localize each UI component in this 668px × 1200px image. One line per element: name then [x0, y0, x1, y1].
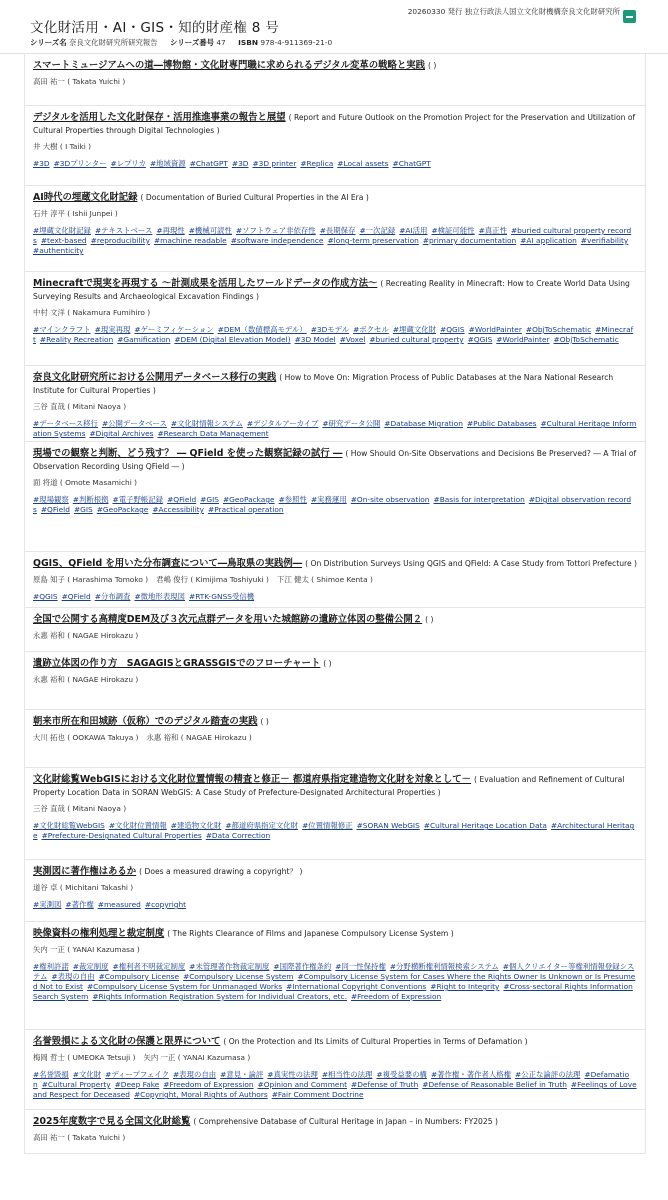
tag-link[interactable]: #QGIS	[440, 325, 465, 334]
tag-link[interactable]: #buried cultural property	[369, 335, 464, 344]
tag-link[interactable]: #ゲーミフィケーション	[134, 325, 214, 334]
tag-link[interactable]: #表現の自由	[172, 1070, 217, 1079]
article-title-row	[33, 447, 637, 473]
article-tags	[33, 900, 637, 910]
article-tags	[33, 419, 637, 439]
tag-link[interactable]: #ChatGPT	[189, 159, 228, 168]
article-authors	[33, 733, 637, 743]
tag-link[interactable]: #Local assets	[337, 159, 389, 168]
tag-link[interactable]: #Right to Integrity	[430, 982, 500, 991]
author-name: 井 大樹 ( I Taiki )	[33, 142, 92, 151]
series-no: 47	[216, 38, 226, 47]
article-authors	[33, 575, 637, 585]
article-title-link[interactable]: 映像資料の権利処理と裁定制度	[33, 928, 165, 939]
article-authors	[33, 804, 637, 814]
article-tags	[33, 159, 637, 169]
article-english-title: ( )	[323, 659, 332, 668]
tag-link[interactable]: #裁定制度	[72, 962, 109, 971]
tag-link[interactable]: #Basis for interpretation	[433, 495, 525, 504]
article-title-link[interactable]: 名誉毀損による文化財の保護と限界について	[33, 1036, 221, 1047]
article-title-link[interactable]: 実測図に著作権はあるか	[33, 866, 137, 877]
article-tags	[33, 325, 637, 345]
author-name: 永惠 裕和 ( NAGAE Hirokazu )	[33, 675, 139, 684]
article-tags	[33, 1070, 637, 1100]
tag-link[interactable]: #Compulsory License System for Unmanaged Works	[86, 982, 283, 991]
tag-link[interactable]: #ボクセル	[353, 325, 389, 334]
tag-link[interactable]: #3D	[33, 159, 50, 168]
author-name: 永惠 裕和 ( NAGAE Hirokazu )	[33, 631, 139, 640]
tag-link[interactable]: #文化財位置情報	[108, 821, 167, 830]
tag-link[interactable]: #QField	[40, 505, 70, 514]
tag-link[interactable]: #データベース移行	[33, 419, 98, 428]
tag-link[interactable]: #権利許諾	[33, 962, 69, 971]
tag-link[interactable]: #検証可能性	[431, 226, 475, 235]
publisher-info: 20260330 発行 独立行政法人国立文化財機構奈良文化財研究所	[407, 7, 620, 16]
author-name: 梅岡 哲士 ( UMEOKA Tetsuji )	[33, 1053, 136, 1062]
article-tags	[33, 962, 637, 1002]
tag-link[interactable]: #マインクラフト	[33, 325, 91, 334]
author-name: 永惠 裕和 ( NAGAE Hirokazu )	[146, 733, 252, 742]
tag-link[interactable]: #Reality Recreation	[39, 335, 114, 344]
tag-link[interactable]: #3Dモデル	[310, 325, 350, 334]
tag-link[interactable]: #GeoPackage	[96, 505, 149, 514]
series-name: 奈良文化財研究所研究報告	[68, 38, 158, 47]
tag-link[interactable]: #著作権・著作者人格権	[430, 1070, 512, 1079]
tag-link[interactable]: #ObjToSchematic	[553, 335, 619, 344]
tag-link[interactable]: #ソフトウェア非依存性	[235, 226, 316, 235]
tag-link[interactable]: #Compulsory License System	[183, 972, 294, 981]
tag-link[interactable]: #3D Model	[294, 335, 336, 344]
tag-link[interactable]: #Minecraft	[33, 325, 634, 344]
article-title-row	[33, 927, 637, 940]
tag-link[interactable]: #電子野帳記録	[112, 495, 164, 504]
tag-link[interactable]: #ObjToSchematic	[525, 325, 592, 334]
article-item	[25, 552, 645, 608]
tag-link[interactable]: #SORAN WebGIS	[356, 821, 420, 830]
article-title-link[interactable]: 遺跡立体図の作り方 SAGAGISとGRASSGISでのフローチャート	[33, 658, 321, 669]
article-title-row	[33, 773, 637, 799]
tag-link[interactable]: #Deep Fake	[114, 1080, 160, 1089]
tag-link[interactable]: #位置情報修正	[302, 821, 353, 830]
tag-link[interactable]: #WorldPainter	[496, 335, 550, 344]
tag-link[interactable]: #DEM (Digital Elevation Model)	[174, 335, 291, 344]
article-authors	[33, 945, 637, 955]
tag-link[interactable]: #一次記録	[359, 226, 396, 235]
tag-link[interactable]: #Opinion and Comment	[257, 1080, 348, 1089]
article-item	[25, 652, 645, 710]
tag-link[interactable]: #表現の自由	[51, 972, 95, 981]
article-title-link[interactable]: 現場での観察と判断、どう残す？ ― QField を使った観察記録の試行 ―	[33, 448, 343, 459]
tag-link[interactable]: #分野横断権利情報検索システム	[389, 962, 499, 971]
article-title-link[interactable]: Minecraftで現実を再現する ～計測成果を活用したワールドデータの作成方法～	[33, 278, 378, 289]
tag-link[interactable]: #Defamation	[33, 1070, 630, 1089]
tag-link[interactable]: #地域資源	[149, 159, 186, 168]
tag-link[interactable]: #テキストベース	[94, 226, 153, 235]
article-title-link[interactable]: 朝来市所在和田城跡（仮称）でのデジタル踏査の実践	[33, 716, 258, 727]
tag-link[interactable]: #3D printer	[252, 159, 297, 168]
article-authors	[33, 631, 637, 641]
article-title-link[interactable]: AI時代の埋蔵文化財記録	[33, 192, 138, 203]
article-english-title: ( On Distribution Surveys Using QGIS and QField: A Case Study from Tottori Prefecture )	[305, 559, 638, 568]
tag-link[interactable]: #公正な論評の法理	[515, 1070, 581, 1079]
tag-link[interactable]: #AI活用	[399, 226, 428, 235]
series-no-label: シリーズ番号	[170, 38, 214, 47]
tag-link[interactable]: #著作権	[65, 900, 94, 909]
tag-link[interactable]: #WorldPainter	[468, 325, 522, 334]
tag-link[interactable]: #authenticity	[33, 246, 84, 255]
tag-link[interactable]: #AI application	[520, 236, 577, 245]
tag-link[interactable]: #国際著作権条約	[273, 962, 332, 971]
tag-link[interactable]: #判断根拠	[72, 495, 109, 504]
author-name: 君嶋 俊行 ( Kimijima Toshiyuki )	[156, 575, 269, 584]
tag-link[interactable]: #Voxel	[339, 335, 366, 344]
minus-square-icon[interactable]	[623, 10, 636, 23]
tag-link[interactable]: #Cross-sectoral Rights Information Search System	[33, 982, 633, 1001]
article-authors	[33, 478, 637, 488]
tag-link[interactable]: #Cultural Property	[41, 1080, 111, 1089]
author-name: 矢内 一正 ( YANAI Kazumasa )	[33, 945, 140, 954]
article-title-link[interactable]: 奈良文化財研究所における公開用データベース移行の実践	[33, 372, 277, 383]
article-title-row	[33, 1035, 637, 1048]
article-tags	[33, 495, 637, 515]
author-name: 原島 知子 ( Harashima Tomoko )	[33, 575, 149, 584]
volume-meta	[30, 37, 342, 48]
tag-link[interactable]: #Rights Information Registration System for Individual Creators, etc.	[92, 992, 347, 1001]
author-name: 大川 拓也 ( OOKAWA Takuya )	[33, 733, 139, 742]
article-authors	[33, 209, 637, 219]
tag-link[interactable]: #3D	[231, 159, 249, 168]
article-item	[25, 186, 645, 272]
tag-link[interactable]: #埋蔵文化財記録	[33, 226, 91, 235]
tag-link[interactable]: #Freedom of Expression	[163, 1080, 254, 1089]
tag-link[interactable]: #再現性	[156, 226, 185, 235]
tag-link[interactable]: #実測図	[33, 900, 62, 909]
tag-link[interactable]: #複受益要の構	[376, 1070, 427, 1079]
tag-link[interactable]: #long-term preservation	[327, 236, 419, 245]
article-title-link[interactable]: スマートミュージアムへの道―博物館・文化財専門職に求められるデジタル変革の戦略と実践	[33, 60, 425, 71]
tag-link[interactable]: #埋蔵文化財	[392, 325, 437, 334]
tag-link[interactable]: #Cultural Heritage Information Systems	[33, 419, 637, 438]
article-tags	[33, 592, 637, 602]
article-english-title: ( )	[425, 615, 434, 624]
volume-title: 文化財活用・AI・GIS・知的財産権 8 号	[30, 20, 279, 36]
tag-link[interactable]: #Defense of Truth	[351, 1080, 419, 1089]
tag-link[interactable]: #GIS	[73, 505, 93, 514]
article-english-title: ( )	[427, 61, 437, 70]
tag-link[interactable]: #文化財	[72, 1070, 102, 1079]
article-item	[25, 710, 645, 768]
tag-link[interactable]: #Public Databases	[466, 419, 537, 428]
tag-link[interactable]: #Gamification	[117, 335, 171, 344]
tag-link[interactable]: #Feelings of Love and Respect for Deceased	[33, 1080, 637, 1099]
tag-link[interactable]: #デジタルアーカイブ	[246, 419, 319, 428]
tag-link[interactable]: #DEM（数値標高モデル）	[217, 325, 307, 334]
isbn-label: ISBN	[238, 38, 259, 47]
tag-link[interactable]: #名誉毀損	[33, 1070, 69, 1079]
article-authors	[33, 77, 637, 87]
article-item	[25, 768, 645, 860]
article-title-row	[33, 613, 637, 626]
tag-link[interactable]: #Architectural Heritage	[33, 821, 635, 840]
tag-link[interactable]: #reproducibility	[90, 236, 150, 245]
series-label: シリーズ名	[30, 38, 67, 47]
tag-link[interactable]: #QField	[167, 495, 197, 504]
article-english-title: ( The Rights Clearance of Films and Japanese Compulsory License System )	[167, 929, 454, 938]
author-name: 下江 健太 ( Shimoe Kenta )	[276, 575, 373, 584]
tag-link[interactable]: #text-based	[40, 236, 87, 245]
tag-link[interactable]: #Database Migration	[384, 419, 463, 428]
article-title-row	[33, 111, 637, 137]
tag-link[interactable]: #参照性	[278, 495, 307, 504]
tag-link[interactable]: #都道府県指定文化財	[225, 821, 299, 830]
tag-link[interactable]: #意見・論評	[220, 1070, 264, 1079]
tag-link[interactable]: #ChatGPT	[392, 159, 431, 168]
tag-link[interactable]: #建造物文化財	[170, 821, 222, 830]
article-tags	[33, 226, 637, 256]
article-authors	[33, 1053, 637, 1063]
tag-link[interactable]: #Digital Archives	[89, 429, 154, 438]
article-title-row	[33, 1115, 637, 1128]
article-title-row	[33, 715, 637, 728]
tag-link[interactable]: #機械可読性	[188, 226, 232, 235]
author-name: 高田 祐一 ( Takata Yuichi )	[33, 1133, 126, 1142]
tag-link[interactable]: #Replica	[300, 159, 334, 168]
tag-link[interactable]: #International Copyright Conventions	[286, 982, 427, 991]
tag-link[interactable]: #ディープフェイク	[105, 1070, 169, 1079]
tag-link[interactable]: #software independence	[230, 236, 324, 245]
tag-link[interactable]: #measured	[97, 900, 141, 909]
article-english-title: ( Recreating Reality in Minecraft: How to Create World Data Using Surveying Results and Archaeological Excavation Findings )	[33, 279, 630, 301]
tag-link[interactable]: #Fair Comment Doctrine	[271, 1090, 364, 1099]
article-english-title: ( Report and Future Outlook on the Promotion Project for the Preservation and Utilization of Cultural Properties through Digital Technologies )	[33, 113, 636, 135]
tag-link[interactable]: #Research Data Management	[157, 429, 269, 438]
tag-link[interactable]: #微地形表現図	[134, 592, 185, 601]
article-title-link[interactable]: 全国で公開する高精度DEM及び３次元点群データを用いた城館跡の遺跡立体図の整備公開２	[33, 614, 423, 625]
article-english-title: ( Does a measured drawing a copyright？ )	[139, 867, 303, 876]
tag-link[interactable]: #真実性の法理	[267, 1070, 318, 1079]
tag-link[interactable]: #文化財総覧WebGIS	[33, 821, 105, 830]
author-name: 面 将道 ( Omote Masamichi )	[33, 478, 138, 487]
article-english-title: ( Evaluation and Refinement of Cultural Property Location Data in SORAN WebGIS: A Case Study of Prefecture-Designated Architectural Properties )	[33, 775, 625, 797]
article-item	[25, 442, 645, 552]
article-title-link[interactable]: QGIS、QField を用いた分布調査について―鳥取県の実践例―	[33, 558, 303, 569]
tag-link[interactable]: #権利者不明裁定制度	[112, 962, 186, 971]
article-title-row	[33, 557, 637, 570]
article-tags	[33, 821, 637, 841]
tag-link[interactable]: #copyright	[144, 900, 187, 909]
article-item	[25, 272, 645, 366]
tag-link[interactable]: #On-site observation	[350, 495, 430, 504]
article-authors	[33, 1133, 637, 1143]
tag-link[interactable]: #文化財情報システム	[170, 419, 243, 428]
tag-link[interactable]: #Defense of Reasonable Belief in Truth	[422, 1080, 567, 1089]
article-authors	[33, 675, 637, 685]
tag-link[interactable]: #現場観察	[33, 495, 69, 504]
tag-link[interactable]: #長期保存	[319, 226, 356, 235]
isbn: 978-4-911369-21-0	[260, 38, 333, 47]
tag-link[interactable]: #GeoPackage	[222, 495, 275, 504]
article-english-title: ( How to Move On: Migration Process of Public Databases at the Nara National Research Institute for Cultural Properties )	[33, 373, 614, 395]
tag-link[interactable]: #Cultural Heritage Location Data	[423, 821, 547, 830]
tag-link[interactable]: #現実再現	[94, 325, 131, 334]
article-authors	[33, 883, 637, 893]
article-item	[25, 106, 645, 186]
tag-link[interactable]: #GIS	[200, 495, 219, 504]
tag-link[interactable]: #未管理著作物裁定制度	[189, 962, 270, 971]
tag-link[interactable]: #分布調査	[94, 592, 131, 601]
tag-link[interactable]: #公開データベース	[101, 419, 167, 428]
article-item	[25, 1030, 645, 1110]
tag-link[interactable]: #実務運用	[310, 495, 347, 504]
volume-header	[0, 0, 668, 54]
tag-link[interactable]: #個人クリエイター等権利情報登録システム	[33, 962, 635, 981]
tag-link[interactable]: #QGIS	[467, 335, 493, 344]
tag-link[interactable]: #Prefecture-Designated Cultural Properties	[41, 831, 202, 840]
article-title-row	[33, 865, 637, 878]
article-authors	[33, 402, 637, 412]
tag-link[interactable]: #Digital observation records	[33, 495, 632, 514]
tag-link[interactable]: #RTK-GNSS受信機	[189, 592, 255, 601]
author-name: 中村 文洋 ( Nakamura Fumihiro )	[33, 308, 151, 317]
tag-link[interactable]: #QGIS	[33, 592, 58, 601]
article-english-title: ( On the Protection and Its Limits of Cultural Properties in Terms of Defamation )	[223, 1037, 528, 1046]
article-title-row	[33, 371, 637, 397]
tag-link[interactable]: #レプリカ	[110, 159, 146, 168]
article-item	[25, 860, 645, 922]
article-title-row	[33, 277, 637, 303]
tag-link[interactable]: #verifiability	[580, 236, 629, 245]
tag-link[interactable]: #3Dプリンター	[53, 159, 107, 168]
author-name: 三谷 直哉 ( Mitani Naoya )	[33, 804, 127, 813]
tag-link[interactable]: #Data Correction	[205, 831, 271, 840]
article-title-link[interactable]: 文化財総覧WebGISにおける文化財位置情報の精査と修正－ 都道府県指定建造物文化財を対象として－	[33, 774, 472, 785]
author-name: 三谷 直哉 ( Mitani Naoya )	[33, 402, 127, 411]
article-authors	[33, 142, 637, 152]
article-english-title: ( How Should On-Site Observations and Decisions Be Preserved? ― A Trial of Observation Recording Using QField ― )	[33, 449, 637, 471]
tag-link[interactable]: #machine readable	[153, 236, 227, 245]
article-title-row	[33, 191, 637, 204]
tag-link[interactable]: #同一性保持権	[335, 962, 386, 971]
tag-link[interactable]: #Practical operation	[208, 505, 284, 514]
tag-link[interactable]: #QField	[61, 592, 91, 601]
article-english-title: ( )	[260, 717, 269, 726]
tag-link[interactable]: #Copyright, Moral Rights of Authors	[133, 1090, 268, 1099]
tag-link[interactable]: #primary documentation	[422, 236, 517, 245]
article-item	[25, 366, 645, 442]
tag-link[interactable]: #buried cultural property records	[33, 226, 632, 245]
article-item	[25, 922, 645, 1030]
author-name: 矢内 一正 ( YANAI Kazumasa )	[143, 1053, 251, 1062]
article-item	[25, 54, 645, 106]
author-name: 道谷 卓 ( Michitani Takashi )	[33, 883, 134, 892]
article-item	[25, 1110, 645, 1154]
tag-link[interactable]: #真正性	[478, 226, 507, 235]
author-name: 高田 祐一 ( Takata Yuichi )	[33, 77, 126, 86]
article-english-title: ( Comprehensive Database of Cultural Heritage in Japan – in Numbers: FY2025 )	[193, 1117, 498, 1126]
tag-link[interactable]: #Compulsory License System for Cases Where the Rights Owner Is Unknown or Is Presumed Not to Exist	[33, 972, 636, 991]
tag-link[interactable]: #Compulsory License	[98, 972, 180, 981]
article-title-link[interactable]: デジタルを活用した文化財保存・活用推進事業の報告と展望	[33, 112, 286, 123]
tag-link[interactable]: #Accessibility	[152, 505, 205, 514]
article-list	[24, 54, 646, 1154]
tag-link[interactable]: #研究データ公開	[322, 419, 381, 428]
author-name: 石井 淳平 ( Ishii Junpei )	[33, 209, 118, 218]
article-item	[25, 608, 645, 652]
tag-link[interactable]: #相当性の法理	[321, 1070, 373, 1079]
article-english-title: ( Documentation of Buried Cultural Properties in the AI Era )	[140, 193, 369, 202]
tag-link[interactable]: #Freedom of Expression	[350, 992, 442, 1001]
article-title-row	[33, 657, 637, 670]
article-title-link[interactable]: 2025年度数字で見る全国文化財総覧	[33, 1116, 191, 1127]
article-authors	[33, 308, 637, 318]
article-title-row	[33, 59, 637, 72]
